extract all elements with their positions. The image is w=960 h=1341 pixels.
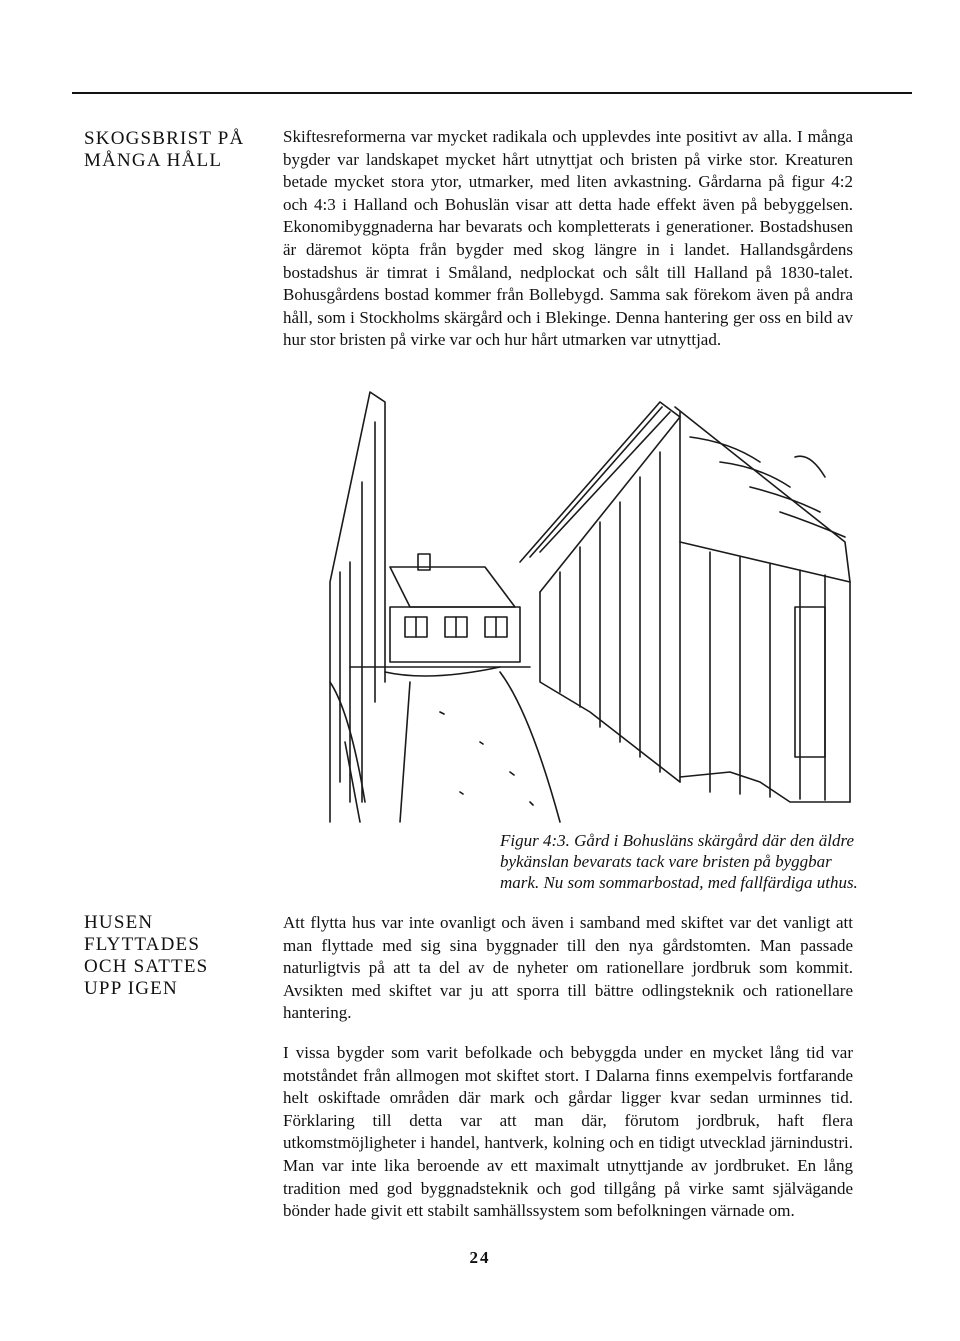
farmstead-sketch <box>290 382 880 827</box>
page-number: 24 <box>469 1248 491 1267</box>
left-building-outline <box>330 392 385 822</box>
top-rule <box>72 92 912 94</box>
paragraph-skogsbrist: Skiftesreformerna var mycket radikala och upplevdes inte positivt av alla. I många bygder var landskapet mycket hårt utnyttjat och bristen på virke stor. Kreaturen betade mycket stora ytor, utmarker, med liten avkastning. Gårdarna på figur 4:2 och 4:3 i Halland och Bohuslän visar att detta hade effekt även på bebyggelsen. Ekonomibyggnaderna har bevarats och kompletterats i generationer. Bostadshusen är däremot köpta från bygder med skog längre in i landet. Hallandsgårdens bostadshus är timrat i Småland, nedplockat och sålt till Halland på 1830-talet. Bohusgårdens bostad kommer från Bollebygd. Samma sak förekom även på andra håll, som i Stockholms skärgård och i Blekinge. Denna hantering ger oss en bild av hur stor bristen på virke var och hur hårt utmarken var utnyttjad. <box>283 127 853 350</box>
background-house-wall <box>390 607 520 662</box>
section-heading-skogsbrist: SKOGSBRIST PÅ MÅNGA HÅLL <box>84 128 245 171</box>
paragraph-flytta-hus: Att flytta hus var inte ovanligt och även i samband med skiftet var det vanligt att man flyttade med sig sina byggnader till den nya gårdstomten. Man passade naturligtvis på att ta del av de nyheter om rationellare jordbruk som kommit. Avsikten med skiftet var ju att sporra till bättre odlingsteknik och rationellare hantering. <box>283 913 853 1023</box>
figure-caption: Figur 4:3. Gård i Bohusläns skärgård där den äldre bykänslan bevarats tack vare bristen på byggbar mark. Nu som sommarbostad, med fallfärdiga uthus. <box>500 831 858 892</box>
figure-4-3-drawing <box>290 382 880 827</box>
barn-gable <box>675 407 850 582</box>
barn-wall <box>540 592 680 782</box>
background-house-roof <box>390 567 515 607</box>
paragraph-vissa-bygder: I vissa bygder som varit befolkade och bebyggda under en mycket lång tid var motståndet från allmogen mot skiftet stort. I Dalarna finns exempelvis fortfarande helt oskiftade områden där mark och gårdar ligger kvar sedan urminnes tid. Förklaring till detta var att man där, förutom jordbruk, haft flera utkomstmöjligheter i handel, hantverk, kolning och en tidigt utvecklad järnindustri. Man var inte lika beroende av ett maximalt utnyttjande av jordbruket. En lång tradition med god byggnadsteknik och god tillgång på virke samt självägande bönder hade givit ett stabilt samhällssystem som befolkningen värnade om. <box>283 1043 853 1221</box>
section-heading-husen-flyttades: HUSEN FLYTTADES OCH SATTES UPP IGEN <box>84 912 209 999</box>
